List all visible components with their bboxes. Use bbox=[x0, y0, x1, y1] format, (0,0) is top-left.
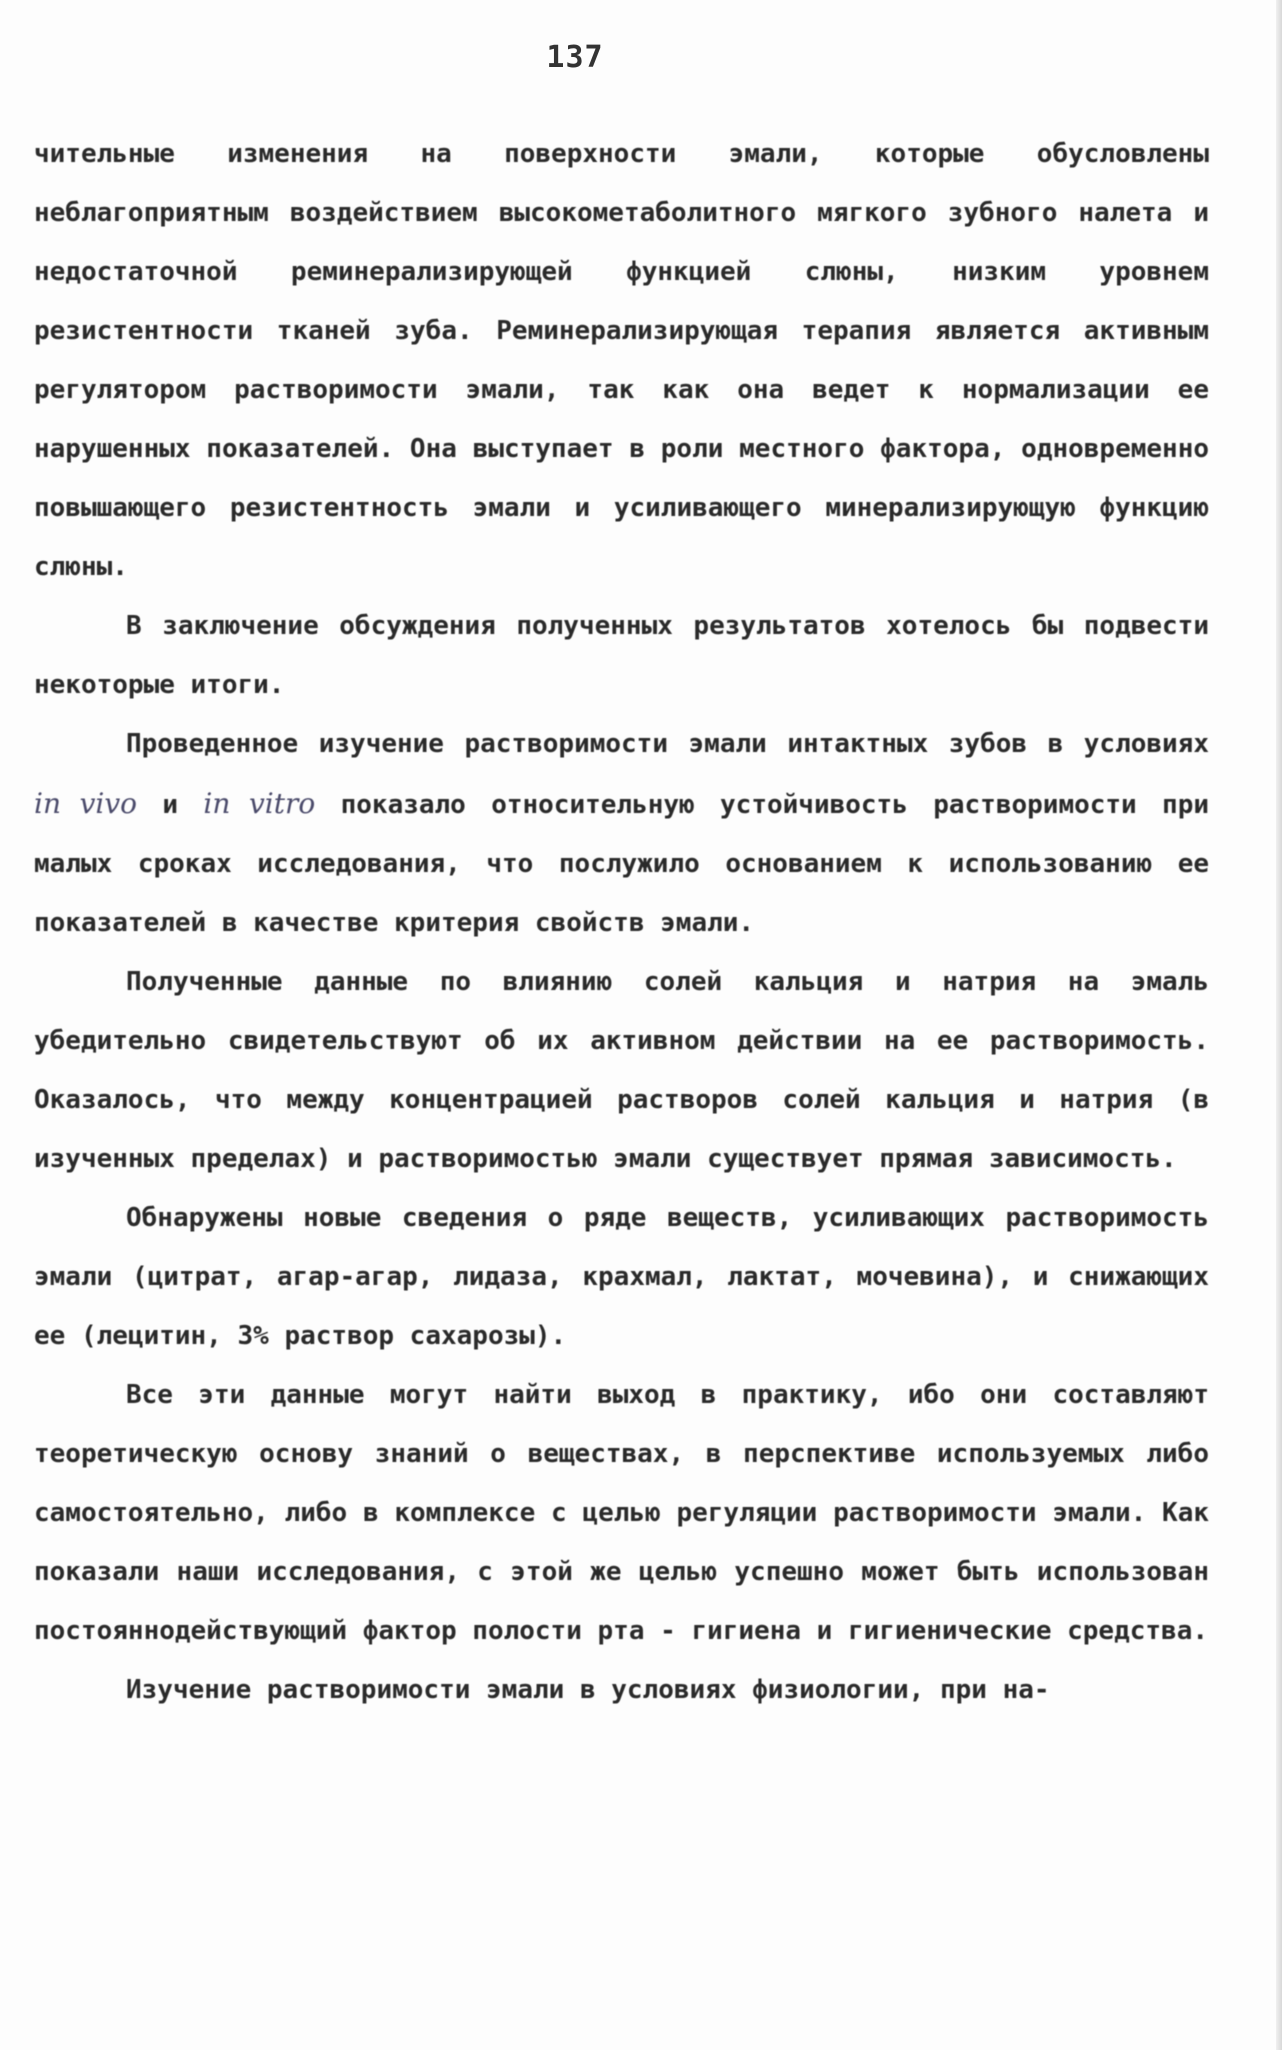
paragraph-2: В заключение обсуждения полученных результатов хотелось бы подвести некоторые итоги. bbox=[34, 611, 1209, 700]
paragraph-1: чительные изменения на поверхности эмали, которые обусловлены неблагоприятным воздействием высокометаболитного мягкого зубного налета и недостаточной реминерализирующей функцией слюны, низким уровнем резистентности тканей зуба. Реминерализирующая терапия является активным регулятором растворимости эмали, так как она ведет к нормализации ее нарушенных показателей. Она выступает в роли местного фактора, одновременно повышающего резистентность эмали и усиливающего минерализирующую функцию слюны. bbox=[34, 139, 1209, 582]
paragraph-3 bbox=[34, 715, 1209, 953]
handwritten-in-vitro: in vitro bbox=[203, 787, 316, 820]
paragraph-3-end: показало относительную устойчивость растворимости при малых сроках исследования, что послужило основанием к использованию ее показателей в качестве критерия свойств эмали. bbox=[34, 790, 1210, 938]
paragraph-5: Обнаружены новые сведения о ряде веществ, усиливающих растворимость эмали (цитрат, агар-агар, лидаза, крахмал, лактат, мочевина), и снижающих ее (лецитин, 3% раствор сахарозы). bbox=[34, 1203, 1209, 1351]
page-edge bbox=[1276, 0, 1282, 2050]
page-number: 137 bbox=[546, 40, 604, 75]
body-text bbox=[34, 125, 1209, 1720]
paragraph-4: Полученные данные по влиянию солей кальция и натрия на эмаль убедительно свидетельствуют об их активном действии на ее растворимость. Оказалось, что между концентрацией растворов солей кальция и натрия (в изученных пределах) и растворимостью эмали существует прямая зависимость. bbox=[34, 967, 1209, 1174]
handwritten-in-vivo: in vivo bbox=[34, 787, 138, 820]
paragraph-6: Все эти данные могут найти выход в практику, ибо они составляют теоретическую основу знаний о веществах, в перспективе используемых либо самостоятельно, либо в комплексе с целью регуляции растворимости эмали. Как показали наши исследования, с этой же целью успешно может быть использован постояннодействующий фактор полости рта - гигиена и гигиенические средства. bbox=[34, 1380, 1209, 1646]
paragraph-3-start: Проведенное изучение растворимости эмали интактных зубов в условиях bbox=[126, 729, 1209, 759]
paragraph-7: Изучение растворимости эмали в условиях физиологии, при на- bbox=[126, 1675, 1050, 1705]
paragraph-3-mid: и bbox=[137, 790, 204, 820]
